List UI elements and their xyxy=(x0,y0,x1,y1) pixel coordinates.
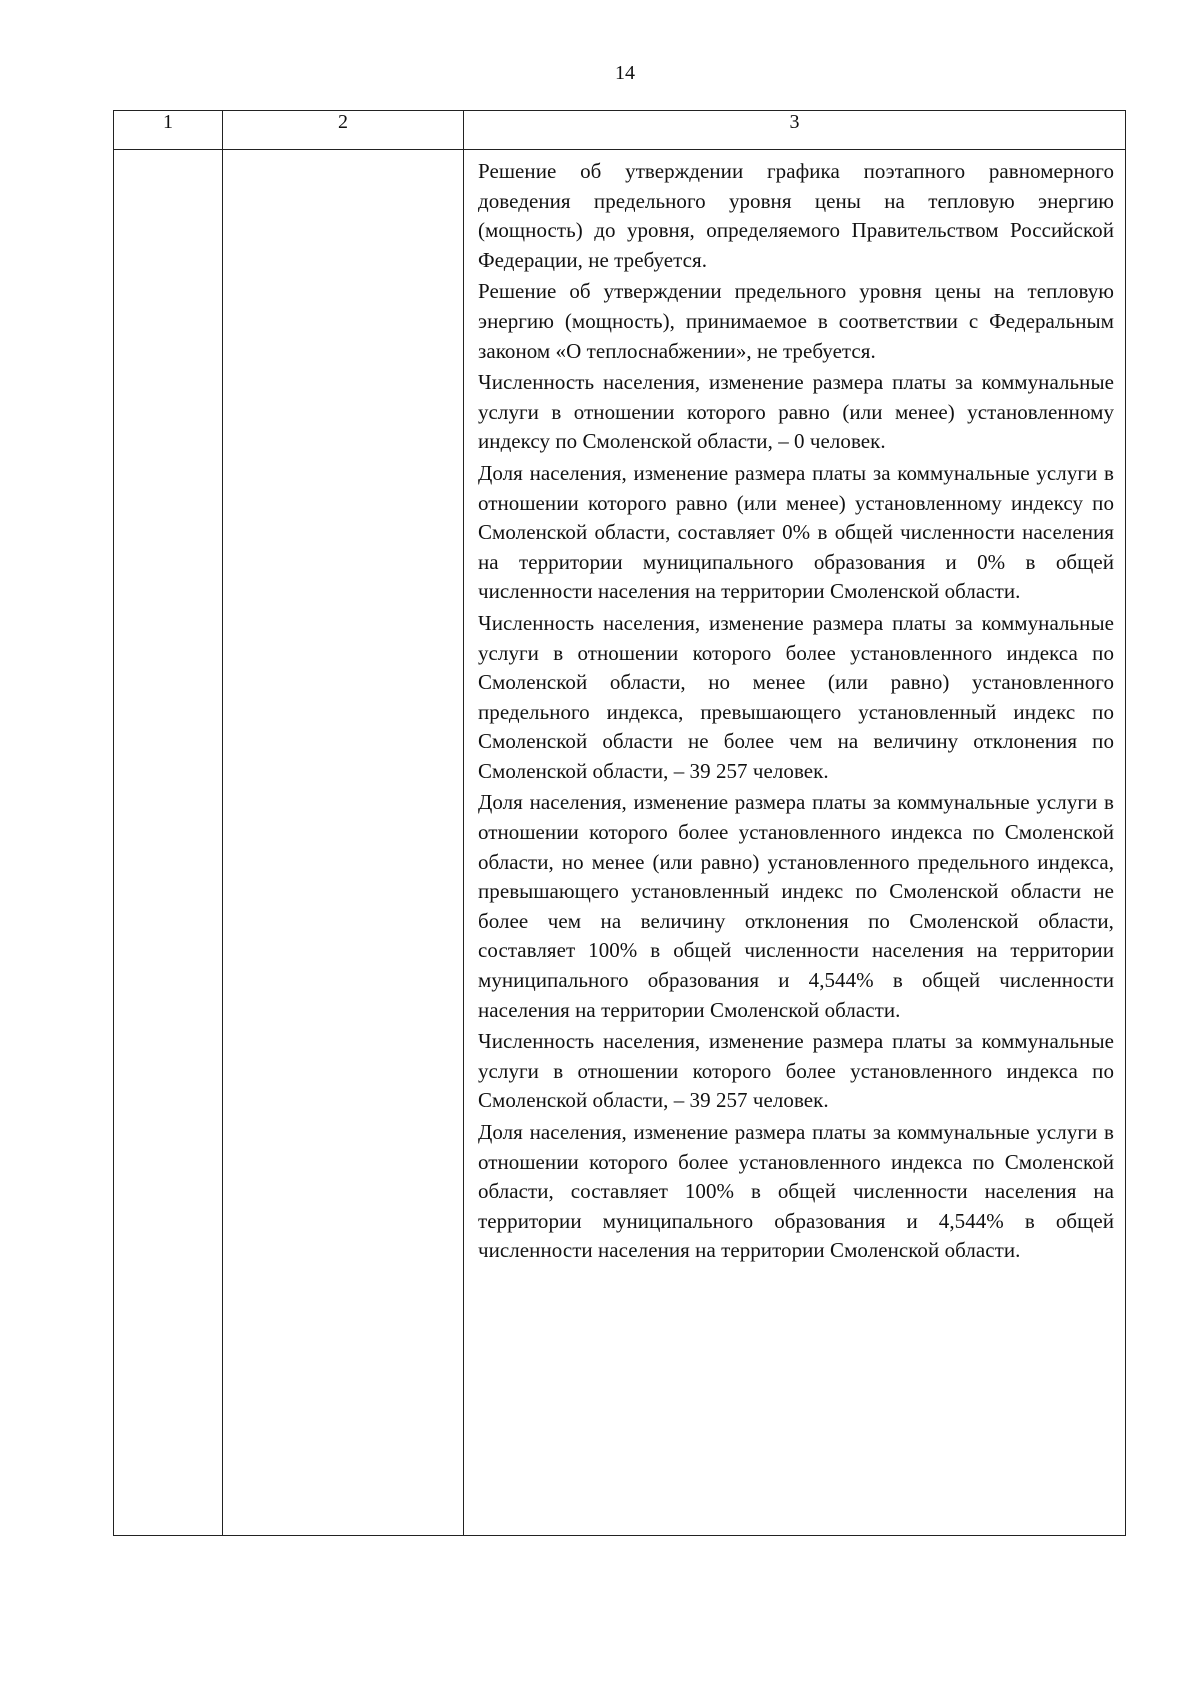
column-number-2: 2 xyxy=(223,111,464,150)
cell-column-1 xyxy=(114,150,223,1536)
document-table xyxy=(113,110,1126,1536)
column-number-1: 1 xyxy=(114,111,223,150)
paragraph-heat-price-limit: Решение об утверждении предельного уровня цены на тепловую энергию (мощность), принимаемое в соответствии с Федеральным законом «О теплоснабжении», не требуется. xyxy=(478,279,1114,363)
paragraph-population-above-index: Численность населения, изменение размера платы за коммунальные услуги в отношении которого более установленного индекса по Смоленской области, – 39 257 человек. xyxy=(478,1029,1114,1113)
paragraph-share-equal-index: Доля населения, изменение размера платы за коммунальные услуги в отношении которого равно (или менее) установленному индексу по Смоленской области, составляет 0% в общей численности населения на территории муниципального образования и 0% в общей численности населения на территории Смоленской области. xyxy=(478,460,1114,604)
page-number: 14 xyxy=(615,62,635,84)
paragraph-population-equal-index: Численность населения, изменение размера платы за коммунальные услуги в отношении которого равно (или менее) установленному индексу по Смоленской области, – 0 человек. xyxy=(478,370,1114,454)
cell-column-2 xyxy=(223,150,464,1536)
paragraph-share-above-index: Доля населения, изменение размера платы за коммунальные услуги в отношении которого более установленного индекса по Смоленской области, составляет 100% в общей численности населения на территории муниципального образования и 4,544% в общей численности населения на территории Смоленской области. xyxy=(478,1120,1114,1263)
paragraph-share-above-index-within-limit: Доля населения, изменение размера платы за коммунальные услуги в отношении которого более установленного индекса по Смоленской области, но менее (или равно) установленного предельного индекса, превышающего установленный индекс по Смоленской области не более чем на величину отклонения по Смоленской области, составляет 100% в общей численности населения на территории муниципального образования и 4,544% в общей численности населения на территории Смоленской области. xyxy=(478,790,1114,1022)
table-header-row xyxy=(114,111,1126,150)
paragraph-population-above-index-within-limit: Численность населения, изменение размера платы за коммунальные услуги в отношении которого более установленного индекса по Смоленской области, но менее (или равно) установленного предельного индекса, превышающего установленный индекс по Смоленской области не более чем на величину отклонения по Смоленской области, – 39 257 человек. xyxy=(478,610,1114,783)
column-number-3: 3 xyxy=(464,111,1126,150)
paragraph-heat-price-schedule: Решение об утверждении графика поэтапного равномерного доведения предельного уровня цены на тепловую энергию (мощность) до уровня, определяемого Правительством Российской Федерации, не требуется. xyxy=(478,159,1114,272)
table-row xyxy=(114,150,1126,1536)
cell-column-3 xyxy=(464,150,1126,1536)
